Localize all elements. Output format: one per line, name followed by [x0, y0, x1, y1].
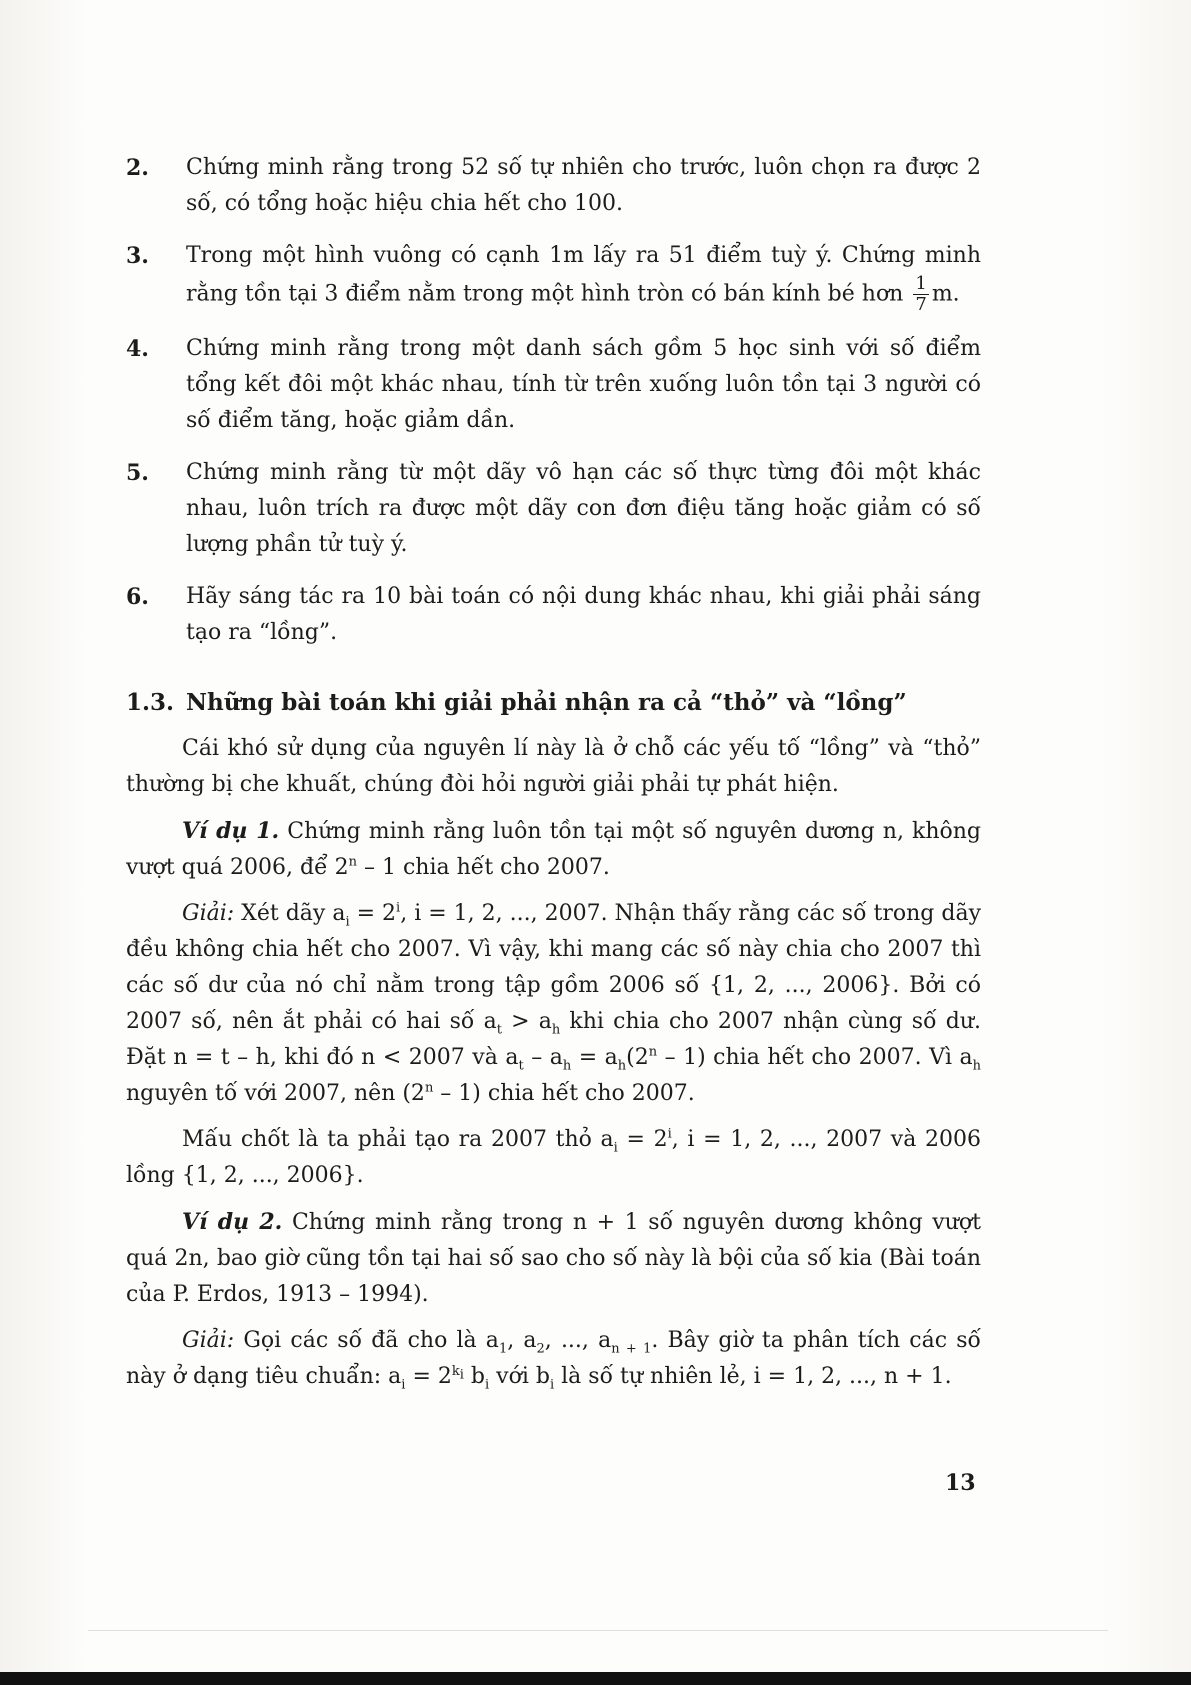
solution-text: là số tự nhiên lẻ, i = 1, 2, ..., n + 1. — [554, 1364, 952, 1389]
subscript: i — [485, 1377, 490, 1393]
example-label: Ví dụ 2. — [182, 1209, 283, 1235]
solution-text: – a — [523, 1045, 563, 1070]
section-title: Những bài toán khi giải phải nhận ra cả “thỏ” và “lồng” — [186, 689, 907, 716]
key-point-paragraph — [126, 1122, 981, 1194]
exercise-text: Chứng minh rằng trong 52 số tự nhiên cho trước, luôn chọn ra được 2 số, có tổng hoặc hiệu chia hết cho 100. — [186, 155, 981, 216]
exercise-text: Chứng minh rằng trong một danh sách gồm 5 học sinh với số điểm tổng kết đôi một khác nhau, tính từ trên xuống luôn tồn tại 3 người có số điểm tăng, hoặc giảm dần. — [186, 336, 981, 433]
exercise-text: Trong một hình vuông có cạnh 1m lấy ra 51 điểm tuỳ ý. Chứng minh rằng tồn tại 3 điểm nằm trong một hình tròn có bán kính bé hơn — [186, 243, 981, 307]
solution-text: , a — [507, 1328, 537, 1353]
exercise-number: 3. — [126, 243, 149, 269]
exercise-4 — [126, 331, 981, 439]
superscript-base: k — [451, 1363, 460, 1379]
solution-text: > a — [501, 1009, 552, 1034]
superscript: i — [396, 900, 401, 916]
solution-text: = 2 — [349, 901, 397, 926]
subscript: t — [518, 1058, 524, 1074]
key-point-text: , i = 1, 2, ..., 2007 và 2006 lồng {1, 2, ..., 2006}. — [126, 1127, 981, 1188]
fraction-denominator: 7 — [915, 294, 927, 315]
subscript: h — [551, 1022, 561, 1038]
subscript: t — [496, 1022, 502, 1038]
superscript: n — [424, 1080, 434, 1096]
solution-text: , ..., a — [544, 1328, 612, 1353]
solution-1 — [126, 896, 981, 1112]
superscript: i — [667, 1126, 672, 1142]
nested-subscript: i — [459, 1367, 464, 1383]
solution-text: = 2 — [405, 1364, 452, 1389]
subscript: h — [617, 1058, 627, 1074]
solution-text: – 1) chia hết cho 2007. Vì a — [657, 1045, 973, 1070]
subscript: i — [549, 1377, 555, 1393]
solution-text: (2 — [626, 1045, 649, 1070]
solution-label: Giải: — [182, 1328, 235, 1353]
fraction-numerator: 1 — [915, 273, 927, 294]
superscript: n — [648, 1044, 658, 1060]
exercise-text: Chứng minh rằng từ một dãy vô hạn các số thực từng đôi một khác nhau, luôn trích ra được một dãy con đơn điệu tăng hoặc giảm có số lượng phần tử tuỳ ý. — [186, 460, 981, 557]
solution-text: , i = 1, 2, ..., 2007. Nhận thấy rằng các số trong dãy đều không chia hết cho 2007. Vì vậy, khi mang các số này chia cho 2007 thì các số dư của nó chỉ nằm trong tập gồm 2006 số {1, 2, ..., 2006}. Bởi có 2007 số, nên ắt phải có hai số a — [126, 901, 982, 1034]
page-number: 13 — [945, 1470, 976, 1496]
exercise-text-end: m. — [931, 281, 960, 307]
subscript: i — [345, 914, 350, 930]
section-number: 1.3. — [126, 689, 175, 716]
intro-paragraph: Cái khó sử dụng của nguyên lí này là ở chỗ các yếu tố “lồng” và “thỏ” thường bị che khuất, chúng đòi hỏi người giải phải tự phát hiện. — [126, 736, 981, 797]
solution-text: b — [463, 1364, 486, 1389]
exercise-3 — [126, 238, 981, 315]
solution-text: Xét dãy a — [234, 901, 346, 926]
example-1 — [126, 813, 981, 886]
subscript: h — [972, 1058, 981, 1074]
example-text: Chứng minh rằng luôn tồn tại một số nguyên dương n, không vượt quá 2006, để 2 — [126, 819, 981, 880]
subscript: i — [613, 1140, 618, 1156]
superscript — [451, 1363, 464, 1383]
key-point-text: = 2 — [617, 1127, 668, 1152]
example-text-end: – 1 chia hết cho 2007. — [357, 855, 610, 880]
exercise-6 — [126, 579, 981, 651]
exercise-text: Hãy sáng tác ra 10 bài toán có nội dung khác nhau, khi giải phải sáng tạo ra “lồng”. — [186, 584, 981, 645]
solution-text: – 1) chia hết cho 2007. — [433, 1081, 695, 1106]
solution-text: = a — [571, 1045, 618, 1070]
exercise-number: 5. — [126, 460, 149, 486]
solution-text: . Bây giờ ta phân tích các số này ở dạng tiêu chuẩn: a — [126, 1328, 981, 1389]
fraction-one-seventh — [913, 274, 928, 315]
subscript: 2 — [536, 1341, 545, 1357]
subscript: 1 — [498, 1341, 508, 1357]
exercise-5 — [126, 455, 981, 563]
example-label: Ví dụ 1. — [182, 818, 280, 844]
scan-bottom-edge — [0, 1672, 1191, 1685]
subscript: i — [401, 1377, 406, 1393]
example-text: Chứng minh rằng trong n + 1 số nguyên dương không vượt quá 2n, bao giờ cũng tồn tại hai số sao cho số này là bội của số kia (Bài toán của P. Erdos, 1913 – 1994). — [126, 1210, 981, 1307]
solution-text: khi chia cho 2007 nhận cùng số dư. Đặt n = t – h, khi đó n < 2007 và a — [126, 1009, 981, 1070]
exercise-number: 6. — [126, 584, 149, 610]
exercise-number: 2. — [126, 155, 149, 181]
solution-text: với b — [489, 1364, 550, 1389]
scan-divider — [88, 1630, 1108, 1631]
solution-label: Giải: — [182, 901, 235, 926]
exercise-2 — [126, 150, 981, 222]
key-point-text: Mấu chốt là ta phải tạo ra 2007 thỏ a — [182, 1127, 614, 1152]
superscript: n — [348, 854, 357, 870]
page-content — [126, 150, 981, 1405]
solution-text: nguyên tố với 2007, nên (2 — [126, 1081, 425, 1106]
section-heading — [126, 685, 981, 721]
subscript: h — [562, 1058, 572, 1074]
subscript: n + 1 — [611, 1341, 652, 1357]
solution-2 — [126, 1323, 981, 1395]
exercise-number: 4. — [126, 336, 149, 362]
solution-text: Gọi các số đã cho là a — [234, 1328, 499, 1353]
example-2 — [126, 1204, 981, 1313]
